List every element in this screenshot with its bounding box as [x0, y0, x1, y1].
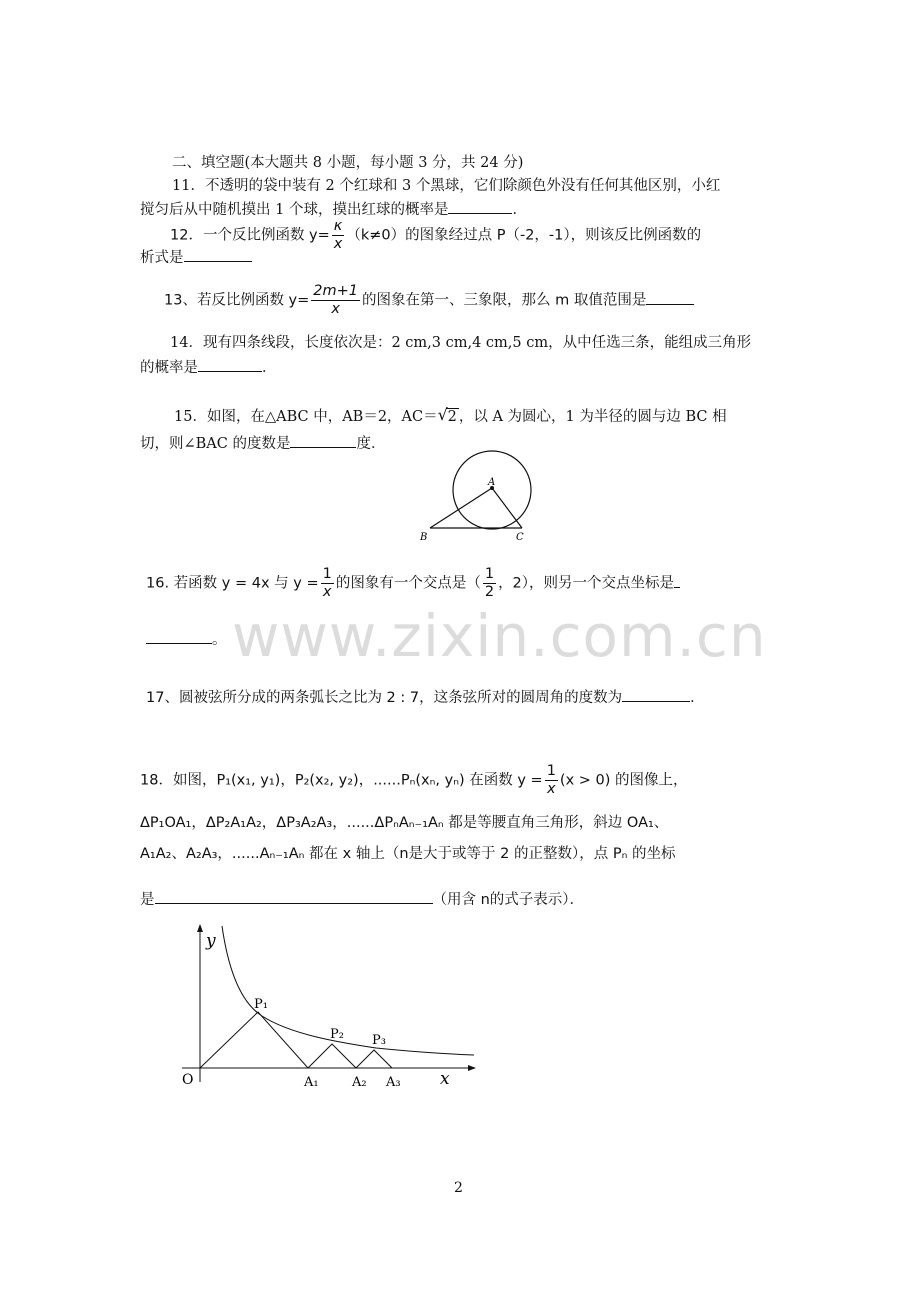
q11-line1: 11．不透明的袋中装有 2 个红球和 3 个黑球，它们除颜色外没有任何其他区别，小红 [172, 178, 721, 194]
q16-post: ，2），则另一个交点坐标是 [498, 575, 675, 592]
y-label: y [206, 931, 216, 951]
q11-answer-blank [448, 199, 512, 214]
q16-point-num: 1 [484, 566, 495, 582]
label-c: C [516, 532, 524, 542]
q18-line4-pre: 是 [140, 892, 155, 908]
q17-text: 17、圆被弦所分成的两条弧长之比为 2 : 7，这条弦所对的圆周角的度数为 [146, 690, 623, 706]
q15-figure [410, 450, 550, 542]
q16-pre: 16. 若函数 y = 4x 与 y = [146, 575, 319, 592]
q18-line4-post: （用含 n的式子表示）． [432, 892, 585, 908]
section-heading: 二、填空题(本大题共 8 小题，每小题 3 分，共 24 分) [172, 155, 524, 171]
x-label: x [440, 1069, 450, 1089]
q18-line4 [140, 889, 584, 910]
q13-line [164, 283, 694, 318]
q14-line2 [140, 357, 277, 378]
q18-fraction [545, 763, 558, 798]
q16-end: 。 [212, 632, 227, 648]
q15-end: 度． [356, 436, 386, 452]
watermark: www.zixin.com.cn [232, 602, 767, 670]
q16-line2 [146, 629, 227, 650]
sqrt-icon: √ [437, 405, 448, 424]
q12-frac-num: κ [333, 218, 343, 234]
triangle-p2 [308, 1044, 356, 1068]
q14-line1: 14．现有四条线段，长度依次是：2 cm,3 cm,4 cm,5 cm，从中任选三条，能组成三角形 [170, 335, 752, 351]
q12-answer-blank [184, 247, 252, 262]
q16-point-den: 2 [484, 584, 495, 600]
q17-answer-blank [622, 687, 690, 702]
q12-post: （k≠0）的图象经过点 P（-2，-1），则该反比例函数的 [346, 227, 702, 244]
a2-label: A₂ [352, 1075, 367, 1090]
segment-ab [430, 488, 492, 528]
q14-answer-blank [198, 357, 262, 372]
q16-frac-num: 1 [322, 566, 332, 582]
a3-label: A₃ [386, 1075, 401, 1090]
q13-pre: 13、若反比例函数 y= [164, 292, 310, 309]
q15-answer-blank [290, 433, 356, 448]
p2-label: P₂ [330, 1027, 344, 1042]
q13-frac-num: 2m+1 [313, 283, 359, 299]
triangle-p1 [200, 1012, 308, 1068]
q14-end: ． [262, 360, 277, 376]
q11-end: ． [512, 202, 527, 218]
triangle-p3 [356, 1050, 392, 1068]
a1-label: A₁ [304, 1075, 319, 1090]
q18-line3: A₁A₂、A₂A₃，......Aₙ₋₁Aₙ 都在 x 轴上（n是大于或等于 2 的正整数），点 Pₙ 的坐标 [140, 846, 676, 862]
q17-end: ． [690, 690, 705, 706]
q18-answer-blank [155, 889, 433, 904]
q15-sqrt [438, 407, 459, 427]
label-a: A [488, 477, 496, 488]
q18-line2: ΔP₁OA₁，ΔP₂A₁A₂，ΔP₃A₂A₃，......ΔPₙAₙ₋₁Aₙ 都是等腰直角三角形，斜边 OA₁、 [140, 815, 669, 831]
q17-line [146, 687, 705, 708]
q15-post: ，以 A 为圆心，1 为半径的圆与边 BC 相 [458, 409, 727, 425]
q11-line2 [140, 199, 527, 220]
y-axis-arrow-icon [197, 924, 203, 932]
segment-ac [492, 488, 522, 528]
q18-figure [176, 924, 486, 1094]
q12-text2: 析式是 [140, 250, 184, 266]
q13-fraction [311, 283, 360, 318]
q13-answer-blank [646, 290, 694, 305]
q12-fraction [332, 218, 345, 253]
q15-line1 [174, 407, 727, 427]
q18-frac-den: x [547, 781, 556, 797]
q11-text: 搅匀后从中随机摸出 1 个球，摸出红球的概率是 [140, 202, 449, 218]
q15-line2 [140, 433, 385, 454]
q16-line1 [146, 566, 680, 601]
q16-blank-start [674, 573, 680, 588]
q18-post: (x > 0) 的图像上， [559, 772, 688, 789]
q16-fraction [321, 566, 334, 601]
q16-mid: 的图象有一个交点是（ [335, 575, 481, 592]
page-number: 2 [454, 1180, 463, 1196]
q12-frac-den: x [333, 236, 343, 252]
q12-line2 [140, 247, 252, 268]
q16-answer-blank [146, 629, 212, 644]
q13-frac-den: x [331, 301, 340, 317]
p3-label: P₃ [372, 1033, 386, 1048]
hyperbola-curve [222, 926, 474, 1055]
origin-label: O [182, 1072, 194, 1088]
q14-text: 的概率是 [140, 360, 198, 376]
q15-pre: 15．如图，在△ABC 中，AB＝2，AC＝ [174, 409, 438, 425]
q16-point-fraction [483, 566, 496, 601]
q15-radicand: 2 [447, 409, 457, 425]
p1-label: P₁ [254, 997, 268, 1012]
q18-frac-num: 1 [546, 763, 556, 779]
q16-frac-den: x [322, 584, 332, 600]
label-b: B [420, 532, 428, 542]
q18-pre: 18．如图，P₁(x₁, y₁)，P₂(x₂, y₂)，......Pₙ(xₙ, yₙ) 在函数 y = [140, 772, 543, 789]
q13-post: 的图象在第一、三象限，那么 m 取值范围是 [362, 292, 647, 309]
q12-pre: 12．一个反比例函数 y= [170, 227, 330, 244]
q18-line1 [140, 763, 688, 798]
x-axis-arrow-icon [468, 1065, 476, 1071]
q15-text2: 切，则∠BAC 的度数是 [140, 436, 291, 452]
